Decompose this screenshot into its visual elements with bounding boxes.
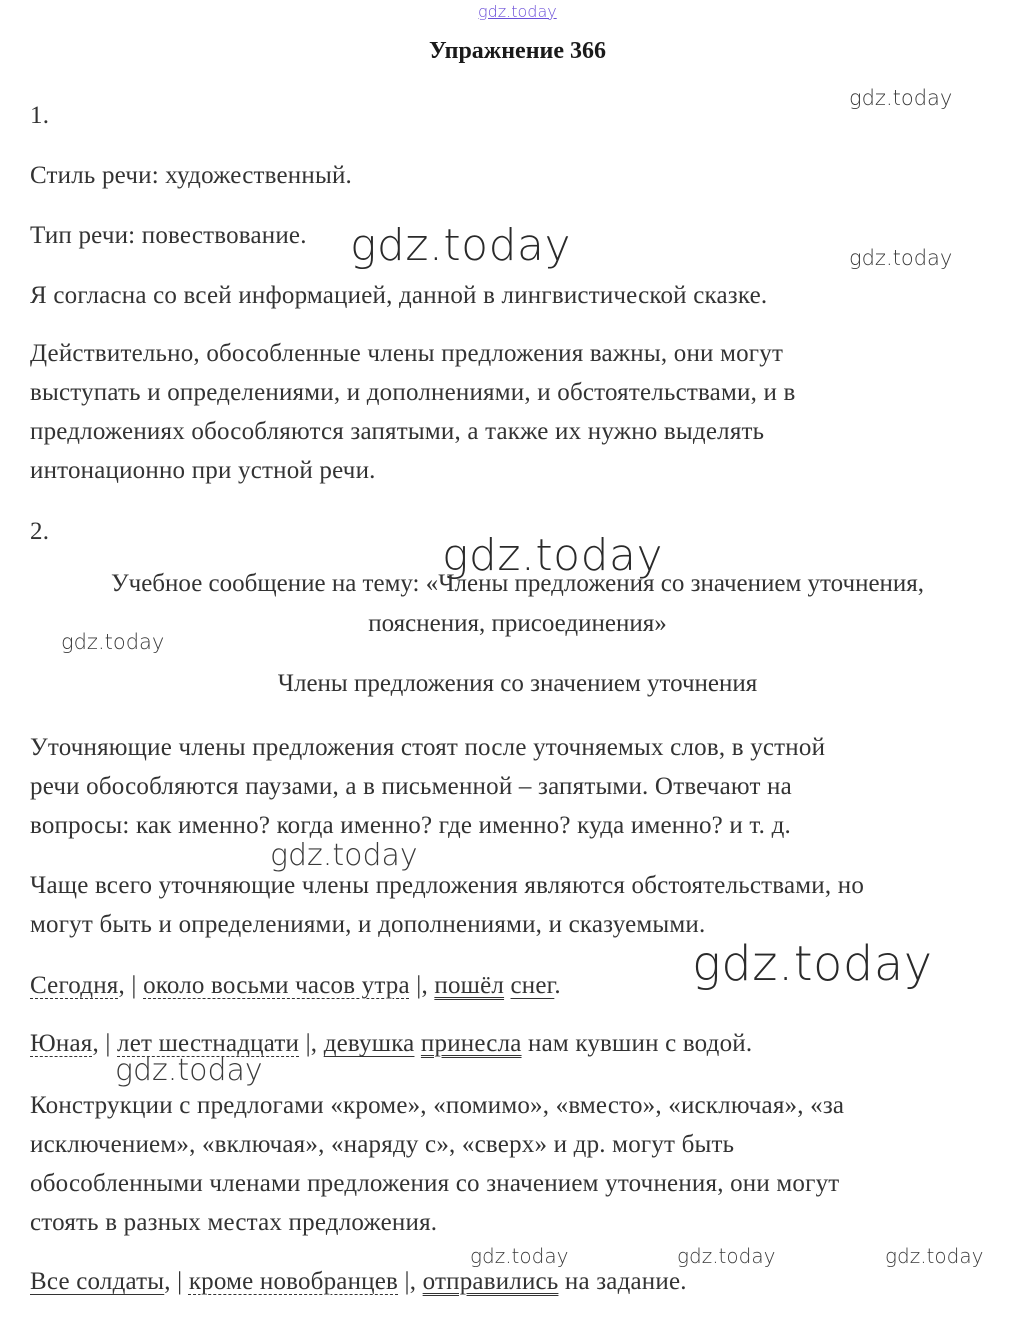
attribute-word: Юная [30,1030,93,1057]
example-sentence-3 [30,1262,687,1301]
watermark-top[interactable]: gdz.today [478,2,557,21]
subject-word: снег [510,972,555,999]
sentence-end: . [554,972,561,999]
text-line: исключением», «включая», «наряду с», «сверх» и др. могут быть [30,1131,735,1158]
separator: , | [92,1030,118,1057]
text-line: выступать и определениями, и дополнениями, и обстоятельствами, и в [30,379,796,406]
separator: |, [409,972,435,999]
watermark: gdz.today [115,1053,263,1088]
watermark: gdz.today [885,1244,984,1268]
object-phrase: кроме новобранцев [188,1268,399,1295]
topic-heading-line2: пояснения, присоединения» [368,610,667,637]
attribute-phrase: лет шестнадцати [117,1030,300,1057]
text-line: речи обособляются паузами, а в письменной – запятыми. Отвечают на [30,773,792,800]
paragraph-part1 [30,334,1020,490]
watermark-large: gdz.today [350,220,572,271]
watermark-large: gdz.today [692,936,933,992]
text-line: предложениях обособляются запятыми, а также их нужно выделять [30,418,765,445]
text-line: могут быть и определениями, и дополнениями, и сказуемыми. [30,911,706,938]
speech-type-line: Тип речи: повествование. [30,222,307,249]
paragraph-prepositions [30,1086,1020,1242]
predicate-word: принесла [420,1030,522,1057]
paragraph-frequency [30,866,1020,944]
text-line: стоять в разных местах предложения. [30,1209,438,1236]
adverbial-word: Сегодня [30,972,119,999]
watermark: gdz.today [61,630,165,654]
subheading: Члены предложения со значением уточнения [277,670,758,697]
watermark: gdz.today [849,246,953,270]
section-number: 2. [30,518,50,545]
agreement-line: Я согласна со всей информацией, данной в лингвистической сказке. [30,282,768,309]
text-line: Уточняющие члены предложения стоят после уточняемых слов, в устной [30,734,826,761]
text-line: Чаще всего уточняющие члены предложения являются обстоятельствами, но [30,872,865,899]
sentence-rest: на задание. [558,1268,687,1295]
text-line: вопросы: как именно? когда именно? где именно? куда именно? и т. д. [30,812,791,839]
text-line: Конструкции с предлогами «кроме», «помимо», «вместо», «исключая», «за [30,1092,845,1119]
topic-heading-line1: Учебное сообщение на тему: «Члены предложения со значением уточнения, [110,570,925,597]
predicate-word: отправились [422,1268,559,1295]
paragraph-clarifying [30,728,1020,845]
watermark: gdz.today [270,838,418,873]
subject-word: девушка [323,1030,415,1057]
adverbial-phrase: около восьми часов утра [143,972,410,999]
sentence-rest: нам кувшин с водой. [521,1030,753,1057]
watermark: gdz.today [849,86,953,110]
speech-style-line: Стиль речи: художественный. [30,162,352,189]
example-sentence-2 [30,1024,752,1063]
separator: |, [398,1268,423,1295]
separator: |, [299,1030,324,1057]
subject-phrase: Все солдаты [30,1268,165,1295]
section-number: 1. [30,102,50,129]
example-sentence-1 [30,966,561,1005]
predicate-word: пошёл [434,972,505,999]
separator: , | [118,972,144,999]
text-line: Действительно, обособленные члены предложения важны, они могут [30,340,784,367]
text-line: обособленными членами предложения со значением уточнения, они могут [30,1170,840,1197]
watermark: gdz.today [677,1244,776,1268]
page-title: Упражнение 366 [428,38,606,64]
watermark: gdz.today [470,1244,569,1268]
separator: , | [164,1268,189,1295]
text-line: интонационно при устной речи. [30,457,376,484]
watermark-large: gdz.today [442,530,664,581]
